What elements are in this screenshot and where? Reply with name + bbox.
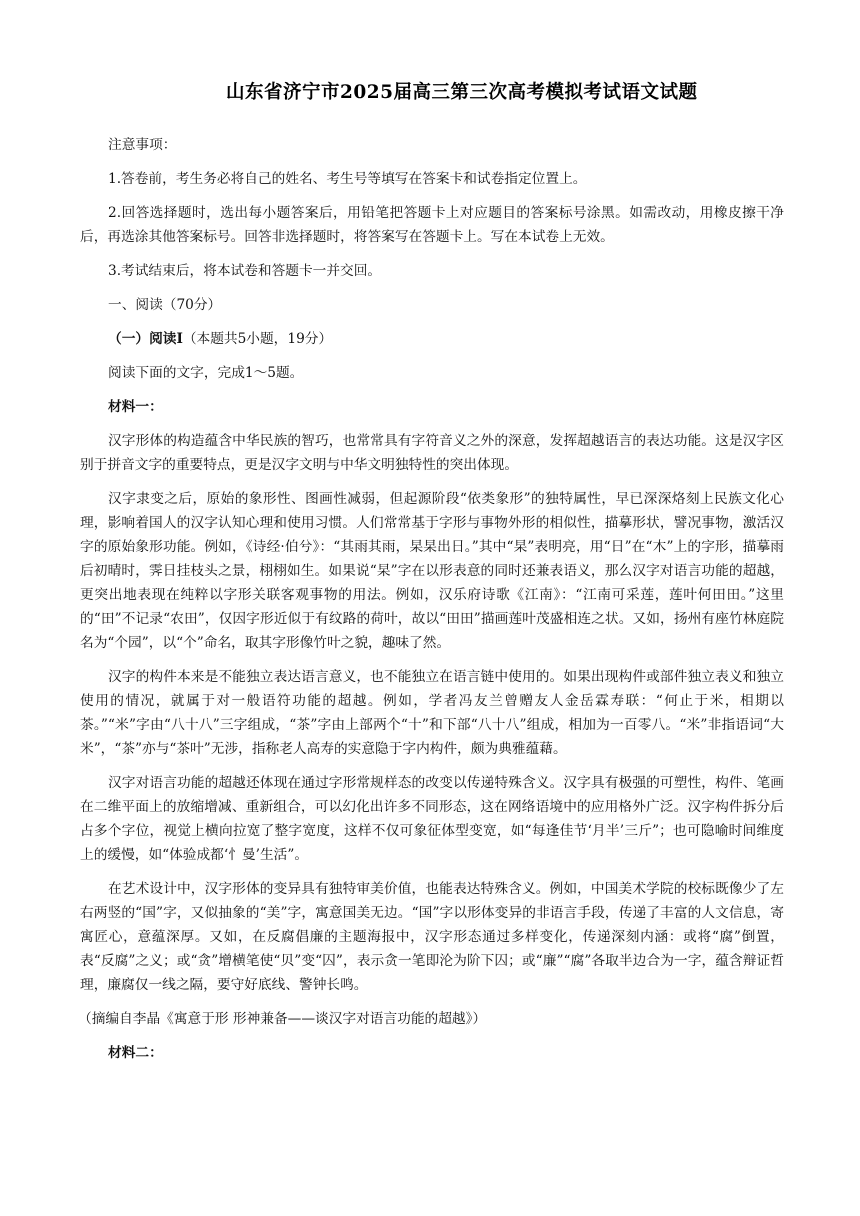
material-1-paragraph: 汉字对语言功能的超越还体现在通过字形常规样态的改变以传递特殊含义。汉字具有极强的可塑性，构件、笔画在二维平面上的放缩增减、重新组合，可以幻化出许多不同形态，这在网络语境中的应用格外广泛。汉字构件拆分后占多个字位，视觉上横向拉宽了整字宽度，这样不仅可象征体型变宽，如“每逢佳节‘月半’三斤”；也可隐喻时间维度上的缓慢，如“体验成都‘忄曼’生活”。 [80,775,784,863]
material-1-source: （摘编自李晶《寓意于形 形神兼备——谈汉字对语言功能的超越》） [78,1011,487,1027]
material-1-paragraph: 汉字隶变之后，原始的象形性、图画性减弱，但起源阶段“依类象形”的独特属性，早已深深烙刻上民族文化心理，影响着国人的汉字认知心理和使用习惯。人们常常基于字形与事物外形的相似性，描摹形状，譬况事物，激活汉字的原始象形功能。例如，《诗经·伯兮》：“其雨其雨，杲杲出日。”其中“杲”表明亮，用“日”在“木”上的字形，描摹雨后初晴时，霁日挂枝头之景，栩栩如生。如果说“杲”字在以形表意的同时还兼表语义，那么汉字对语言功能的超越，更突出地表现在纯粹以字形关联客观事物的用法。例如，汉乐府诗歌《江南》：“江南可采莲，莲叶何田田。”这里的“田”不记录“农田”，仅因字形近似于有纹路的荷叶，故以“田田”描画莲叶茂盛相连之状。又如，扬州有座竹林庭院名为“个园”，以“个”命名，取其字形像竹叶之貌，趣味了然。 [80,491,784,651]
section-heading: 一、阅读（70分） [108,297,222,313]
material-1-paragraph: 汉字的构件本来是不能独立表达语言意义，也不能独立在语言链中使用的。如果出现构件或部件独立表义和独立使用的情况，就属于对一般语符功能的超越。例如，学者冯友兰曾赠友人金岳霖寿联：“何止于米，相期以茶。”“米”字由“八十八”三字组成，“茶”字由上部两个“十”和下部“八十八”组成，相加为一百零八。“米”非指语词“大米”，“茶”亦与“茶叶”无涉，指称老人高寿的实意隐于字内构件，颇为典雅蕴藉。 [80,669,784,757]
subsection-note: （本题共5小题，19分） [182,331,333,347]
subsection-label: （一）阅读Ⅰ [108,331,183,347]
material-2-heading: 材料二： [108,1045,163,1061]
material-1-heading: 材料一： [108,399,163,415]
subsection-heading [80,327,784,351]
material-1-paragraph: 汉字形体的构造蕴含中华民族的智巧，也常常具有字符音义之外的深意，发挥超越语言的表达功能。这是汉字区别于拼音文字的重要特点，更是汉字文明与中华文明独特性的突出体现。 [80,433,784,473]
page-title: 山东省济宁市2025届高三第三次高考模拟考试语文试题 [226,82,698,103]
notice-heading: 注意事项： [108,137,177,153]
notice-item-3: 3.考试结束后，将本试卷和答题卡一并交回。 [108,263,382,279]
notice-item-2: 2.回答选择题时，选出每小题答案后，用铅笔把答题卡上对应题目的答案标号涂黑。如需改动，用橡皮擦干净后，再选涂其他答案标号。回答非选择题时，将答案写在答题卡上。写在本试卷上无效。 [80,205,784,245]
material-1-paragraph: 在艺术设计中，汉字形体的变异具有独特审美价值，也能表达特殊含义。例如，中国美术学院的校标既像少了左右两竖的“国”字，又似抽象的“美”字，寓意国美无边。“国”字以形体变异的非语言手段，传递了丰富的人文信息，寄寓匠心，意蕴深厚。又如，在反腐倡廉的主题海报中，汉字形态通过多样变化，传递深刻内涵：或将“腐”倒置，表“反腐”之义；或“贪”增横笔使“贝”变“囚”，表示贪一笔即沦为阶下囚；或“廉”“腐”各取半边合为一字，蕴含辩证哲理，廉腐仅一线之隔，要守好底线、警钟长鸣。 [80,881,784,993]
document-body [80,133,784,1075]
reading-instruction: 阅读下面的文字，完成1～5题。 [108,365,304,381]
notice-item-1: 1.答卷前，考生务必将自己的姓名、考生号等填写在答案卡和试卷指定位置上。 [108,171,587,187]
